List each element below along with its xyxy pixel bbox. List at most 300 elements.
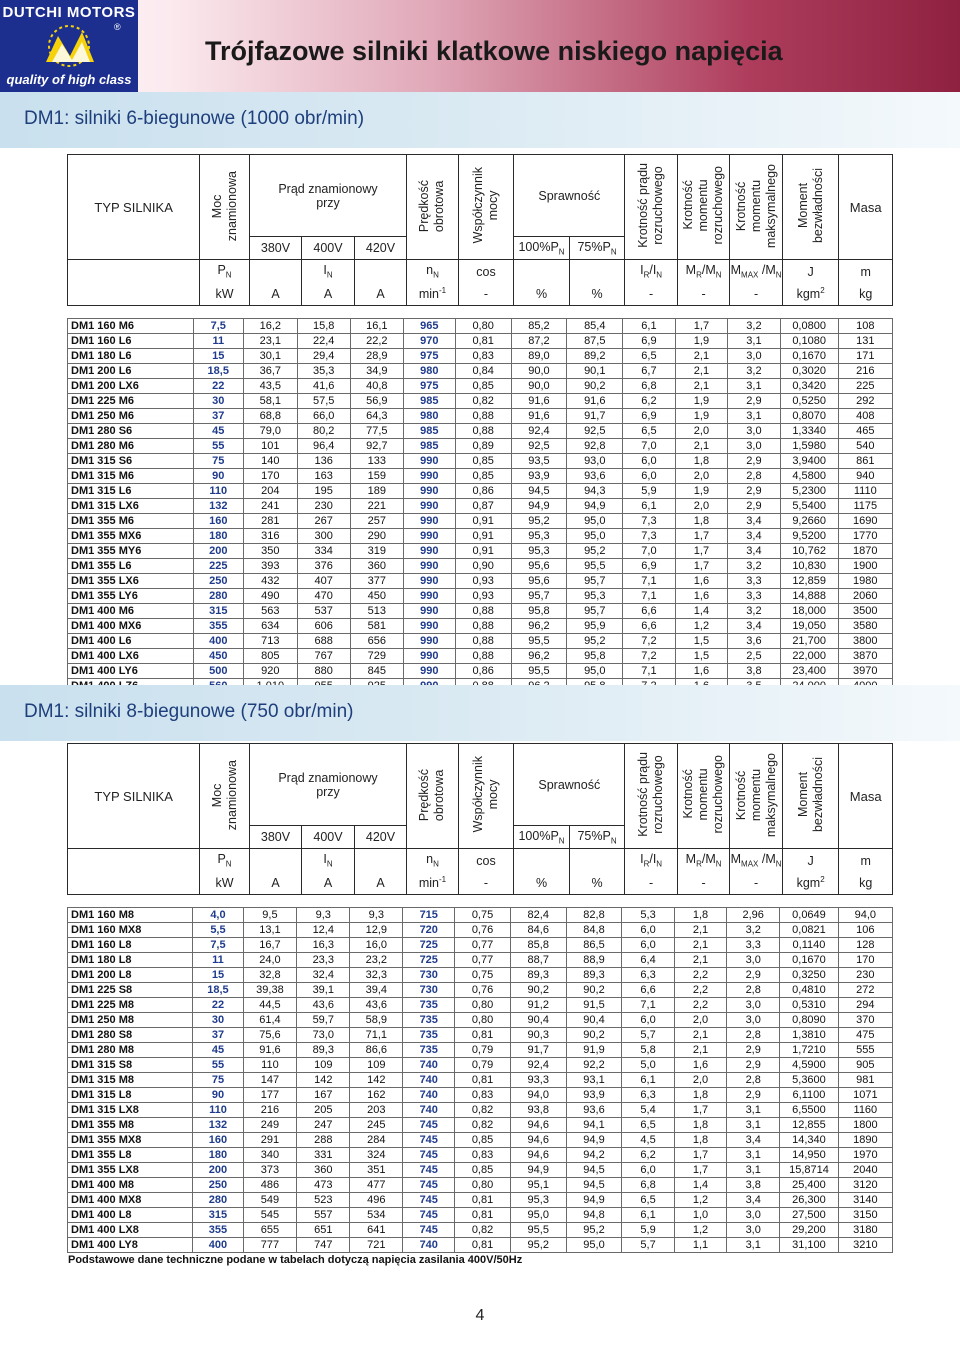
motor-type-cell: DM1 400 L6 [68, 634, 194, 649]
value-cell: 0,0649 [780, 908, 838, 923]
value-cell: 92,5 [567, 424, 623, 439]
value-cell: 0,88 [455, 424, 511, 439]
value-cell: 1,2 [674, 1193, 726, 1208]
sym-i: $I_N$ [302, 260, 355, 283]
power-cell: 7,5 [193, 938, 243, 953]
value-cell: 41,6 [297, 379, 350, 394]
table-row [68, 334, 893, 349]
power-cell: 45 [193, 424, 243, 439]
value-cell: 35,3 [297, 364, 350, 379]
value-cell: 257 [350, 514, 403, 529]
value-cell: 142 [297, 1073, 350, 1088]
table-row [68, 998, 893, 1013]
value-cell: 360 [350, 559, 403, 574]
speed-cell: 990 [403, 664, 455, 679]
value-cell: 0,88 [455, 604, 511, 619]
value-cell: 0,81 [455, 334, 511, 349]
unit-dash: - [625, 872, 678, 895]
value-cell: 43,6 [297, 998, 350, 1013]
motor-type-cell: DM1 400 L8 [68, 1208, 193, 1223]
sym-mr: $M_R/M_N$ [677, 260, 730, 283]
table-row [68, 409, 893, 424]
value-cell: 89,2 [567, 349, 623, 364]
motor-type-cell: DM1 315 LX8 [68, 1103, 193, 1118]
motor-type-cell: DM1 315 L6 [68, 484, 194, 499]
motor-type-cell: DM1 225 M6 [68, 394, 194, 409]
value-cell: 880 [297, 664, 350, 679]
value-cell: 96,4 [297, 439, 350, 454]
speed-cell: 745 [403, 1208, 455, 1223]
value-cell: 3,1 [728, 379, 781, 394]
table-row [68, 1103, 893, 1118]
motor-type-cell: DM1 280 M6 [68, 439, 194, 454]
value-cell: 1160 [838, 1103, 892, 1118]
value-cell: 22,000 [780, 649, 838, 664]
motor-type-cell: DM1 400 LY6 [68, 664, 194, 679]
value-cell: 159 [350, 469, 403, 484]
speed-cell: 720 [403, 923, 455, 938]
value-cell: 43,6 [350, 998, 403, 1013]
value-cell: 3,6 [728, 634, 781, 649]
col-efficiency: Sprawność [514, 155, 625, 237]
value-cell: 95,6 [511, 574, 567, 589]
value-cell: 845 [350, 664, 403, 679]
speed-cell: 990 [403, 574, 455, 589]
value-cell: 360 [297, 1163, 350, 1178]
value-cell: 5,9 [622, 1223, 674, 1238]
value-cell: 563 [243, 604, 297, 619]
value-cell: 91,5 [566, 998, 622, 1013]
value-cell: 94,9 [510, 1163, 566, 1178]
value-cell: 3,9400 [780, 454, 838, 469]
value-cell: 0,77 [455, 953, 511, 968]
value-cell: 7,3 [623, 529, 676, 544]
col-mass: Masa [839, 155, 893, 260]
unit-dash: - [458, 283, 514, 306]
value-cell: 2,5 [728, 649, 781, 664]
table-row [68, 499, 893, 514]
col-starting-current: Krotność prądu rozruchowego [625, 744, 678, 849]
value-cell: 94,0 [510, 1088, 566, 1103]
value-cell: 5,2300 [780, 484, 838, 499]
value-cell: 2,1 [674, 1043, 726, 1058]
value-cell: 2,9 [728, 484, 781, 499]
power-cell: 22 [193, 998, 243, 1013]
value-cell: 61,4 [243, 1013, 297, 1028]
value-cell: 80,2 [297, 424, 350, 439]
motor-type-cell: DM1 400 LY8 [68, 1238, 193, 1253]
col-power-factor: Współczynnik mocy [458, 744, 514, 849]
value-cell: 7,0 [623, 439, 676, 454]
value-cell: 0,1670 [780, 349, 838, 364]
table-row [68, 1088, 893, 1103]
value-cell: 92,2 [566, 1058, 622, 1073]
value-cell: 245 [350, 1118, 403, 1133]
footnote: Podstawowe dane techniczne podane w tabelach dotyczą napięcia zasilania 400V/50Hz [68, 1254, 523, 1266]
value-cell: 5,0 [622, 1058, 674, 1073]
power-cell: 30 [193, 394, 243, 409]
value-cell: 981 [838, 1073, 892, 1088]
sym-m: m [839, 260, 893, 283]
motor-type-cell: DM1 355 LY6 [68, 589, 194, 604]
value-cell: 1,7 [675, 529, 728, 544]
unit-kw: kW [200, 283, 249, 306]
unit-min: $\min^{-1}$ [407, 872, 458, 895]
value-cell: 1980 [838, 574, 892, 589]
table-row [68, 983, 893, 998]
motor-type-cell: DM1 400 MX6 [68, 619, 194, 634]
motor-type-cell: DM1 400 LX6 [68, 649, 194, 664]
value-cell: 3,2 [727, 923, 780, 938]
power-cell: 75 [193, 1073, 243, 1088]
section-band-6-pole [0, 92, 960, 148]
value-cell: 0,77 [455, 938, 511, 953]
table-row [68, 394, 893, 409]
value-cell: 247 [297, 1118, 350, 1133]
value-cell: 93,9 [566, 1088, 622, 1103]
value-cell: 0,82 [455, 1223, 511, 1238]
col-power: Moc znamionowa [200, 155, 249, 260]
value-cell: 7,1 [623, 664, 676, 679]
value-cell: 1,4 [674, 1178, 726, 1193]
value-cell: 0,82 [455, 1118, 511, 1133]
speed-cell: 725 [403, 938, 455, 953]
motor-type-cell: DM1 180 L8 [68, 953, 193, 968]
value-cell: 0,90 [455, 559, 511, 574]
value-cell: 73,0 [297, 1028, 350, 1043]
value-cell: 3,1 [728, 334, 781, 349]
value-cell: 94,2 [566, 1148, 622, 1163]
brand-tagline: quality of high class [6, 72, 132, 87]
registered-mark: ® [114, 22, 121, 32]
unit-kgm2: kgm$^2$ [782, 872, 839, 895]
value-cell: 90,2 [566, 1028, 622, 1043]
value-cell: 32,3 [350, 968, 403, 983]
value-cell: 39,4 [350, 983, 403, 998]
value-cell: 549 [243, 1193, 297, 1208]
value-cell: 350 [243, 544, 297, 559]
col-420v: 420V [354, 826, 407, 849]
motor-type-cell: DM1 280 S8 [68, 1028, 193, 1043]
motor-type-cell: DM1 250 M8 [68, 1013, 193, 1028]
col-mass: Masa [839, 744, 893, 849]
value-cell: 142 [350, 1073, 403, 1088]
value-cell: 920 [243, 664, 297, 679]
value-cell: 15,8714 [780, 1163, 838, 1178]
value-cell: 90,4 [510, 1013, 566, 1028]
value-cell: 22,4 [297, 334, 350, 349]
value-cell: 473 [297, 1178, 350, 1193]
value-cell: 88,9 [566, 953, 622, 968]
value-cell: 6,9 [623, 559, 676, 574]
table-row [68, 529, 893, 544]
value-cell: 216 [838, 364, 892, 379]
value-cell: 39,38 [243, 983, 297, 998]
value-cell: 2,9 [727, 1088, 780, 1103]
value-cell: 216 [243, 1103, 297, 1118]
motor-type-cell: DM1 400 M8 [68, 1178, 193, 1193]
value-cell: 94,5 [566, 1163, 622, 1178]
value-cell: 44,5 [243, 998, 297, 1013]
value-cell: 1800 [838, 1118, 892, 1133]
value-cell: 656 [350, 634, 403, 649]
speed-cell: 745 [403, 1223, 455, 1238]
speed-cell: 745 [403, 1163, 455, 1178]
power-cell: 355 [193, 1223, 243, 1238]
value-cell: 39,1 [297, 983, 350, 998]
power-cell: 75 [193, 454, 243, 469]
value-cell: 90,2 [510, 983, 566, 998]
motor-type-cell: DM1 355 MY6 [68, 544, 194, 559]
value-cell: 0,79 [455, 1058, 511, 1073]
value-cell: 16,7 [243, 938, 297, 953]
value-cell: 5,3 [622, 908, 674, 923]
value-cell: 94,0 [838, 908, 892, 923]
value-cell: 1,9 [675, 409, 728, 424]
value-cell: 1,3810 [780, 1028, 838, 1043]
value-cell: 92,5 [511, 439, 567, 454]
speed-cell: 740 [403, 1088, 455, 1103]
value-cell: 109 [350, 1058, 403, 1073]
value-cell: 370 [838, 1013, 892, 1028]
table-row [68, 634, 893, 649]
speed-cell: 985 [403, 424, 455, 439]
value-cell: 75,6 [243, 1028, 297, 1043]
value-cell: 171 [838, 349, 892, 364]
value-cell: 0,81 [455, 1028, 511, 1043]
value-cell: 1,7 [675, 319, 728, 334]
table-row [68, 649, 893, 664]
value-cell: 0,83 [455, 1088, 511, 1103]
value-cell: 534 [350, 1208, 403, 1223]
motor-type-cell: DM1 180 L6 [68, 349, 194, 364]
power-cell: 132 [193, 1118, 243, 1133]
col-inertia: Moment bezwładności [782, 744, 839, 849]
stars-emblem-icon [38, 22, 100, 70]
value-cell: 92,7 [350, 439, 403, 454]
section-title: DM1: silniki 8-biegunowe (750 obr/min) [24, 701, 354, 722]
col-speed: Prędkość obrotowa [407, 744, 458, 849]
value-cell: 319 [350, 544, 403, 559]
motor-type-cell: DM1 280 S6 [68, 424, 194, 439]
value-cell: 7,2 [623, 634, 676, 649]
value-cell: 94,9 [567, 499, 623, 514]
value-cell: 651 [297, 1223, 350, 1238]
value-cell: 94,5 [511, 484, 567, 499]
value-cell: 1,8 [675, 514, 728, 529]
value-cell: 3970 [838, 664, 892, 679]
section-title: DM1: silniki 6-biegunowe (1000 obr/min) [24, 108, 365, 129]
value-cell: 6,6 [623, 619, 676, 634]
value-cell: 1175 [838, 499, 892, 514]
value-cell: 23,400 [780, 664, 838, 679]
value-cell: 109 [297, 1058, 350, 1073]
value-cell: 477 [350, 1178, 403, 1193]
value-cell: 1970 [838, 1148, 892, 1163]
value-cell: 3,0 [727, 998, 780, 1013]
value-cell: 16,0 [350, 938, 403, 953]
power-cell: 110 [193, 484, 243, 499]
value-cell: 14,950 [780, 1148, 838, 1163]
table-row [68, 604, 893, 619]
power-cell: 37 [193, 409, 243, 424]
value-cell: 6,3 [622, 968, 674, 983]
value-cell: 93,8 [510, 1103, 566, 1118]
value-cell: 2,2 [674, 998, 726, 1013]
value-cell: 0,85 [455, 454, 511, 469]
col-power-factor: Współczynnik mocy [458, 155, 514, 260]
value-cell: 101 [243, 439, 297, 454]
motor-type-cell: DM1 160 L6 [68, 334, 194, 349]
speed-cell: 990 [403, 544, 455, 559]
value-cell: 450 [350, 589, 403, 604]
value-cell: 2,9 [728, 454, 781, 469]
value-cell: 606 [297, 619, 350, 634]
power-cell: 11 [193, 334, 243, 349]
power-cell: 400 [193, 1238, 243, 1253]
value-cell: 3870 [838, 649, 892, 664]
speed-cell: 740 [403, 1058, 455, 1073]
value-cell: 291 [243, 1133, 297, 1148]
power-cell: 450 [193, 649, 243, 664]
value-cell: 6,5 [623, 424, 676, 439]
power-cell: 400 [193, 634, 243, 649]
value-cell: 6,0 [623, 454, 676, 469]
value-cell: 84,8 [566, 923, 622, 938]
speed-cell: 735 [403, 1043, 455, 1058]
value-cell: 1,7 [674, 1103, 726, 1118]
power-cell: 315 [193, 1208, 243, 1223]
value-cell: 5,5400 [780, 499, 838, 514]
value-cell: 95,6 [511, 559, 567, 574]
sym-j: J [782, 849, 839, 872]
value-cell: 5,3600 [780, 1073, 838, 1088]
value-cell: 3,3 [728, 574, 781, 589]
value-cell: 3140 [838, 1193, 892, 1208]
value-cell: 85,8 [510, 938, 566, 953]
unit-a: A [354, 872, 407, 895]
sym-mmax: $M_{MAX}$ $/M_N$ [730, 849, 783, 872]
table-row [68, 574, 893, 589]
value-cell: 95,0 [510, 1208, 566, 1223]
col-type: TYP SILNIKA [68, 155, 200, 260]
speed-cell: 990 [403, 499, 455, 514]
value-cell: 5,7 [622, 1028, 674, 1043]
value-cell: 1,7 [674, 1148, 726, 1163]
value-cell: 91,7 [510, 1043, 566, 1058]
value-cell: 2,2 [674, 968, 726, 983]
value-cell: 2,9 [727, 968, 780, 983]
value-cell: 540 [838, 439, 892, 454]
power-cell: 280 [193, 1193, 243, 1208]
value-cell: 0,81 [455, 1208, 511, 1223]
col-eff-100: $100\%P_N$ [514, 237, 570, 260]
unit-dash: - [677, 283, 730, 306]
value-cell: 5,7 [622, 1238, 674, 1253]
value-cell: 92,8 [567, 439, 623, 454]
value-cell: 25,400 [780, 1178, 838, 1193]
value-cell: 34,9 [350, 364, 403, 379]
value-cell: 6,1 [623, 319, 676, 334]
speed-cell: 975 [403, 379, 455, 394]
value-cell: 465 [838, 424, 892, 439]
value-cell: 95,7 [567, 574, 623, 589]
value-cell: 1,9 [675, 334, 728, 349]
value-cell: 1870 [838, 544, 892, 559]
value-cell: 2,0 [675, 499, 728, 514]
sym-j: J [782, 260, 839, 283]
speed-cell: 980 [403, 409, 455, 424]
value-cell: 43,5 [243, 379, 297, 394]
value-cell: 0,80 [455, 319, 511, 334]
value-cell: 6,5500 [780, 1103, 838, 1118]
value-cell: 95,5 [511, 664, 567, 679]
value-cell: 0,8090 [780, 1013, 838, 1028]
value-cell: 0,88 [455, 649, 511, 664]
value-cell: 0,1670 [780, 953, 838, 968]
motor-type-cell: DM1 160 MX8 [68, 923, 193, 938]
value-cell: 0,80 [455, 1013, 511, 1028]
sym-m: m [839, 849, 893, 872]
value-cell: 22,2 [350, 334, 403, 349]
value-cell: 0,0800 [780, 319, 838, 334]
value-cell: 300 [297, 529, 350, 544]
value-cell: 6,5 [623, 349, 676, 364]
value-cell: 94,3 [567, 484, 623, 499]
value-cell: 89,3 [566, 968, 622, 983]
power-cell: 355 [193, 619, 243, 634]
motor-type-cell: DM1 400 MX8 [68, 1193, 193, 1208]
value-cell: 89,3 [510, 968, 566, 983]
value-cell: 68,8 [243, 409, 297, 424]
power-cell: 18,5 [193, 983, 243, 998]
value-cell: 40,8 [350, 379, 403, 394]
col-380v: 380V [249, 237, 302, 260]
value-cell: 58,9 [350, 1013, 403, 1028]
value-cell: 0,93 [455, 589, 511, 604]
power-cell: 500 [193, 664, 243, 679]
unit-kgm2: kgm$^2$ [782, 283, 839, 306]
value-cell: 6,5 [622, 1118, 674, 1133]
table-row [68, 1058, 893, 1073]
motor-type-cell: DM1 400 M6 [68, 604, 194, 619]
value-cell: 777 [243, 1238, 297, 1253]
value-cell: 6,6 [622, 983, 674, 998]
value-cell: 94,1 [566, 1118, 622, 1133]
value-cell: 94,9 [566, 1133, 622, 1148]
power-cell: 160 [193, 1133, 243, 1148]
value-cell: 167 [297, 1088, 350, 1103]
value-cell: 1770 [838, 529, 892, 544]
value-cell: 1110 [838, 484, 892, 499]
value-cell: 3,0 [727, 1013, 780, 1028]
value-cell: 0,89 [455, 439, 511, 454]
value-cell: 2,1 [674, 1028, 726, 1043]
value-cell: 95,5 [510, 1223, 566, 1238]
speed-cell: 990 [403, 484, 455, 499]
value-cell: 6,8 [623, 379, 676, 394]
value-cell: 0,3020 [780, 364, 838, 379]
value-cell: 9,3 [297, 908, 350, 923]
value-cell: 2,9 [727, 1058, 780, 1073]
value-cell: 555 [838, 1043, 892, 1058]
value-cell: 29,4 [297, 349, 350, 364]
value-cell: 3580 [838, 619, 892, 634]
value-cell: 177 [243, 1088, 297, 1103]
value-cell: 106 [838, 923, 892, 938]
value-cell: 91,6 [567, 394, 623, 409]
value-cell: 1,8 [674, 1133, 726, 1148]
